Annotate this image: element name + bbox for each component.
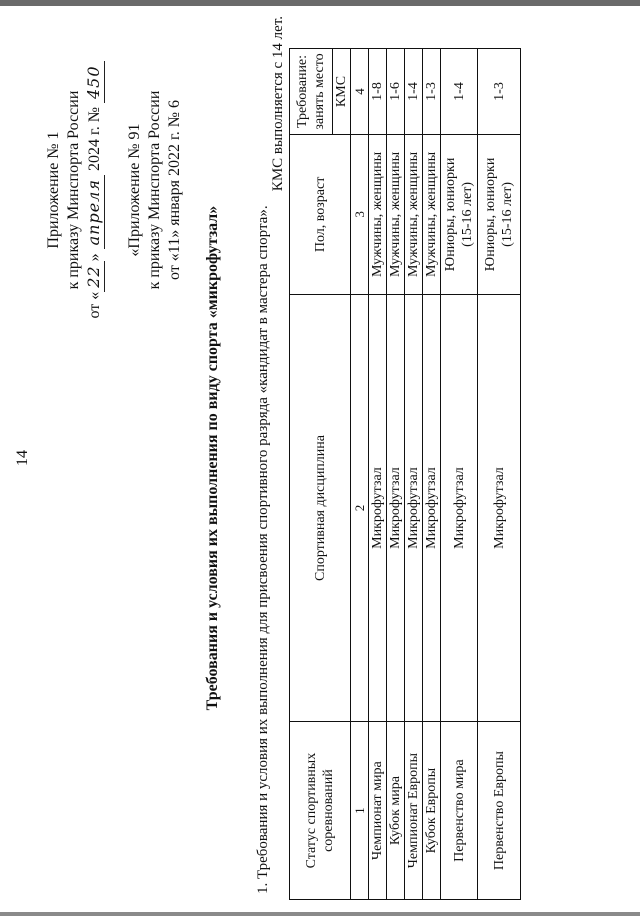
cell-status: Чемпионат Европы — [405, 722, 423, 900]
header-gap — [105, 40, 125, 340]
table-row — [387, 49, 405, 900]
cell-status: Первенство мира — [441, 722, 478, 900]
cell-gender: Мужчины, женщины — [387, 135, 405, 295]
table-row — [441, 49, 478, 900]
table-row — [369, 49, 387, 900]
cell-gender: Мужчины, женщины — [405, 135, 423, 295]
column-number: 2 — [351, 294, 369, 721]
rotated-page — [8, 10, 628, 906]
date-number: 450 — [84, 61, 105, 103]
page-content — [8, 10, 628, 906]
cell-place: 1-4 — [405, 49, 423, 135]
cell-status: Первенство Европы — [478, 722, 521, 900]
cell-gender — [441, 135, 478, 295]
cell-place: 1-6 — [387, 49, 405, 135]
table-row — [423, 49, 441, 900]
requirements-table — [289, 48, 521, 900]
cell-gender — [478, 135, 521, 295]
prev-order-date: от «11» января 2022 г. № 6 — [166, 100, 183, 280]
gender-line: Юниоры, юниорки — [483, 157, 498, 272]
prev-appendix-label: «Приложение № 91 — [126, 123, 143, 257]
cell-discipline: Микрофутзал — [478, 294, 521, 721]
cell-discipline: Микрофутзал — [369, 294, 387, 721]
header-block — [44, 40, 185, 340]
column-number-row — [351, 49, 369, 900]
page-number: 14 — [14, 450, 31, 466]
cell-status: Кубок Европы — [423, 722, 441, 900]
table-row — [405, 49, 423, 900]
date-day: 22 — [84, 261, 105, 291]
order-date — [84, 40, 105, 340]
header-kms: КМС — [333, 49, 351, 135]
cell-place: 1-4 — [441, 49, 478, 135]
order-line: к приказу Минспорта России — [65, 90, 82, 290]
cell-status: Чемпионат мира — [369, 722, 387, 900]
cell-discipline: Микрофутзал — [423, 294, 441, 721]
cell-gender: Мужчины, женщины — [423, 135, 441, 295]
table-row — [478, 49, 521, 900]
cell-gender: Мужчины, женщины — [369, 135, 387, 295]
header-place: Требование: занять место — [290, 49, 333, 135]
age-line: (15-16 лет) — [460, 182, 475, 247]
column-number: 1 — [351, 722, 369, 900]
gender-line: Юниоры, юниорки — [443, 157, 458, 272]
kms-age-note: КМС выполняется с 14 лет. — [270, 16, 286, 192]
date-mid: » — [86, 253, 103, 262]
date-prefix: от « — [86, 291, 103, 319]
age-line: (15-16 лет) — [500, 182, 515, 247]
date-month: апреля — [84, 175, 105, 249]
paragraph-1: 1. Требования и условия их выполнения для присвоения спортивного разряда «кандидат в мастера спорта». — [255, 205, 271, 894]
cell-discipline: Микрофутзал — [387, 294, 405, 721]
scan-edge-bottom — [0, 912, 640, 916]
cell-place: 1-3 — [478, 49, 521, 135]
cell-place: 1-8 — [369, 49, 387, 135]
cell-discipline: Микрофутзал — [405, 294, 423, 721]
cell-place: 1-3 — [423, 49, 441, 135]
date-year: 2024 г. № — [86, 107, 103, 172]
appendix-label: Приложение № 1 — [45, 131, 62, 249]
header-status: Статус спортивных соревнований — [290, 722, 351, 900]
scan-edge-top — [0, 0, 640, 6]
cell-status: Кубок мира — [387, 722, 405, 900]
cell-discipline: Микрофутзал — [441, 294, 478, 721]
header-discipline: Спортивная дисциплина — [290, 294, 351, 721]
table-header-row — [290, 49, 333, 900]
prev-order-line: к приказу Минспорта России — [146, 90, 163, 290]
header-gender-age: Пол, возраст — [290, 135, 351, 295]
document-title: Требования и условия их выполнения по виду спорта «микрофутзал» — [204, 205, 221, 711]
column-number: 3 — [351, 135, 369, 295]
column-number: 4 — [351, 49, 369, 135]
